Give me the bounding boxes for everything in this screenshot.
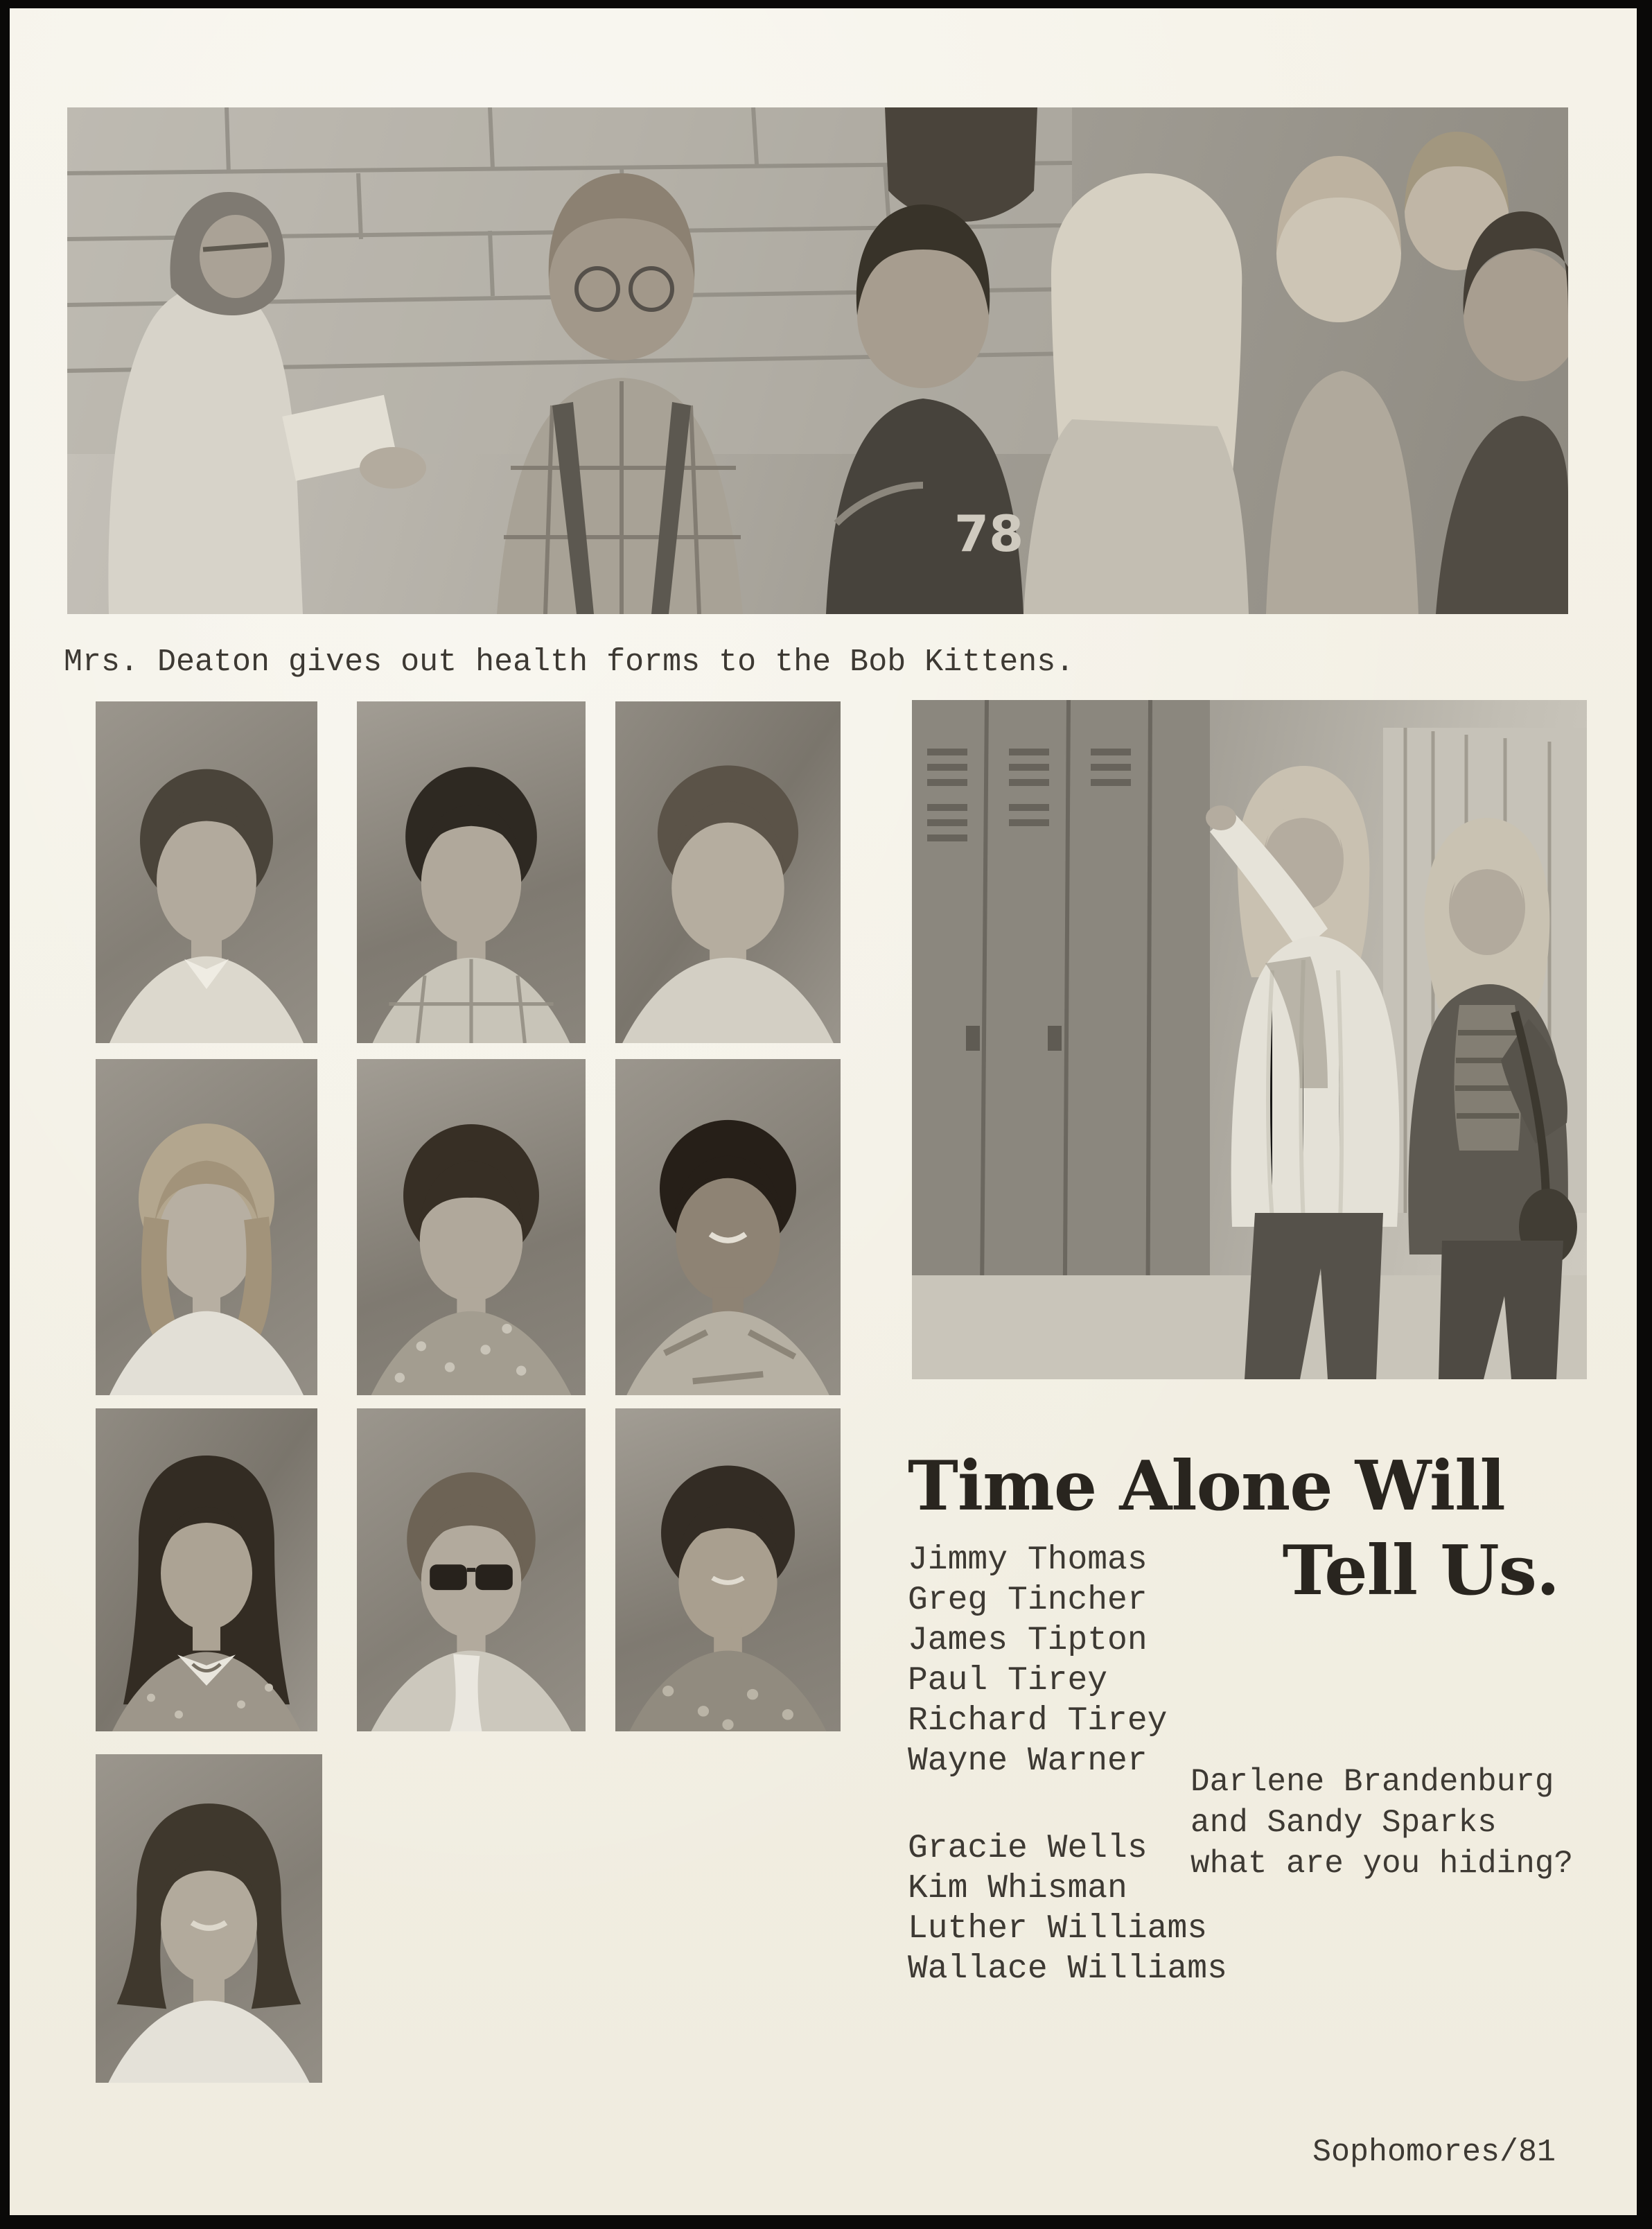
portrait-art [615,1408,841,1731]
portrait-art [96,1754,322,2083]
portrait-art [357,1059,586,1395]
portrait-photo-9 [615,1408,841,1731]
portrait-art [615,1059,841,1395]
hallway-photo-art [67,107,1568,614]
portrait-photo-2 [357,701,586,1043]
portrait-photo-8 [357,1408,586,1731]
portrait-art [357,1408,586,1731]
portrait-art [96,1408,317,1731]
lockers-photo-caption [1190,1762,1573,1885]
names-list-top [908,1540,1167,1781]
portrait-art [96,701,317,1043]
portrait-photo-4 [96,1059,317,1395]
name-item: Jimmy Thomas [908,1541,1148,1579]
name-item: Wayne Warner [908,1742,1148,1780]
portrait-art [615,701,841,1043]
page-number: Sophomores/81 [1312,2135,1556,2170]
name-item: Richard Tirey [908,1702,1168,1740]
lockers-photo-caption-line: what are you hiding? [1190,1846,1574,1882]
portrait-art [96,1059,317,1395]
portrait-photo-10 [96,1754,322,2083]
name-item: Greg Tincher [908,1582,1148,1619]
name-item: James Tipton [908,1622,1148,1659]
portrait-photo-6 [615,1059,841,1395]
name-item: Gracie Wells [908,1830,1148,1867]
name-item: Luther Williams [908,1910,1208,1948]
portrait-art [357,701,586,1043]
name-item: Paul Tirey [908,1662,1108,1699]
lockers-photo [912,700,1587,1379]
names-list-bottom [908,1828,1227,1989]
portrait-photo-5 [357,1059,586,1395]
name-item: Wallace Williams [908,1950,1227,1988]
hallway-photo-caption: Mrs. Deaton gives out health forms to the Bob Kittens. [64,645,1075,680]
lockers-photo-art [912,700,1587,1379]
name-item: Kim Whisman [908,1870,1127,1907]
jacket-number-text: 78 [954,505,1024,563]
portrait-photo-3 [615,701,841,1043]
portrait-photo-7 [96,1408,317,1731]
section-heading-line2: Tell Us. [1282,1530,1559,1611]
portrait-photo-1 [96,701,317,1043]
section-heading-line1: Time Alone Will [908,1446,1505,1526]
hallway-photo [67,107,1568,614]
lockers-photo-caption-line: Darlene Brandenburg [1190,1764,1554,1800]
lockers-photo-caption-line: and Sandy Sparks [1190,1805,1497,1841]
